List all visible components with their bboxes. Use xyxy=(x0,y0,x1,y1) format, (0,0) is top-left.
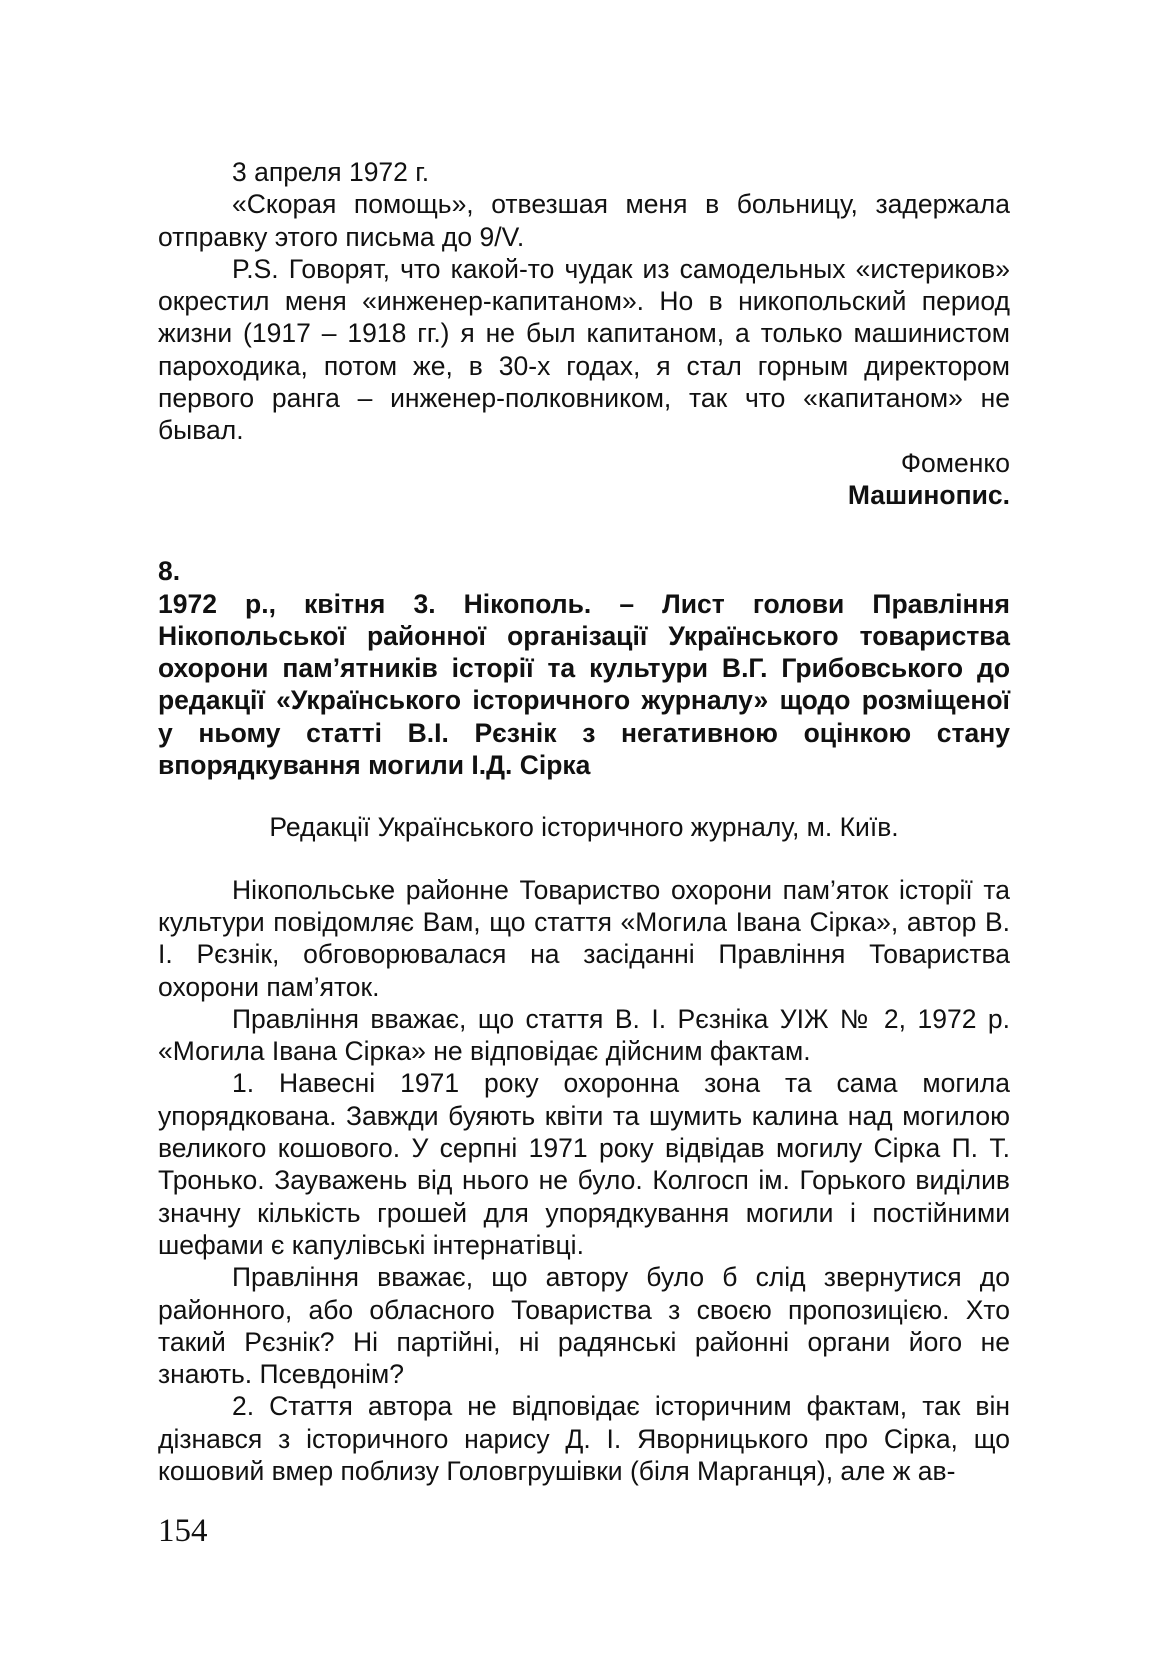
document-number: 8. xyxy=(158,556,181,587)
page-body xyxy=(158,156,1010,1487)
page-number: 154 xyxy=(158,1513,208,1549)
letter-postscript: P.S. Говорят, что какой-то чудак из самодельных «истериков» окрестил меня «инженер-капитаном». Но в никопольский период жизни (1917 – 1918 гг.) я не был капитаном, а только машинистом пароходика, потом же, в 30-х годах, я стал горным директором первого ранга – инженер-полковником, так что «капитаном» не бывал. xyxy=(158,253,1010,446)
document-addressee: Редакції Українського історичного журналу, м. Київ. xyxy=(269,812,899,843)
document-heading: 1972 р., квітня 3. Нікополь. – Лист голови Правління Нікопольської районної організації Українського товариства охорони пам’ятників історії та культури В.Г. Грибовського до редакції «Українського історичного журналу» щодо розміщеної у ньому статті В.І. Рєзнік з негативною оцінкою стану впорядкування могили І.Д. Сірка xyxy=(158,588,1010,781)
letter-signature: Фоменко xyxy=(900,447,1010,478)
source-note: Машинопис. xyxy=(847,479,1010,510)
letter-date-line: 3 апреля 1972 г. xyxy=(232,157,430,187)
body-paragraph: Правління вважає, що автору було б слід звернутися до районного, або обласного Товариства з своєю пропозицією. Хто такий Рєзнік? Ні партійні, ні радянські районні органи його не знають. Псевдонім? xyxy=(158,1262,1010,1390)
letter-note: «Скорая помощь», отвезшая меня в больницу, задержала отправку этого письма до 9/V. xyxy=(158,189,1010,252)
body-paragraph: 2. Стаття автора не відповідає історичним фактам, так він дізнався з історичного нарису Д. І. Яворницького про Сірка, що кошовий вмер поблизу Головгрушівки (біля Марганця), але ж ав- xyxy=(158,1391,1010,1486)
body-paragraph: 1. Навесні 1971 року охоронна зона та сама могила упорядкована. Завжди буяють квіти та шумить калина над могилою великого кошового. У серпні 1971 року відвідав могилу Сірка П. Т. Тронько. Зауважень від нього не було. Колгосп ім. Горького виділив значну кількість грошей для упорядкування могили і постійними шефами є капулівські інтернатівці. xyxy=(158,1068,1010,1260)
body-paragraph: Нікопольське районне Товариство охорони пам’яток історії та культури повідомляє Вам, що стаття «Могила Івана Сірка», автор В. І. Рєзнік, обговорювалася на засіданні Правління Товариства охорони пам’яток. xyxy=(158,874,1010,1002)
body-paragraph: Правління вважає, що стаття В. І. Рєзніка УІЖ № 2, 1972 р. «Могила Івана Сірка» не відповідає дійсним фактам. xyxy=(158,1003,1010,1067)
